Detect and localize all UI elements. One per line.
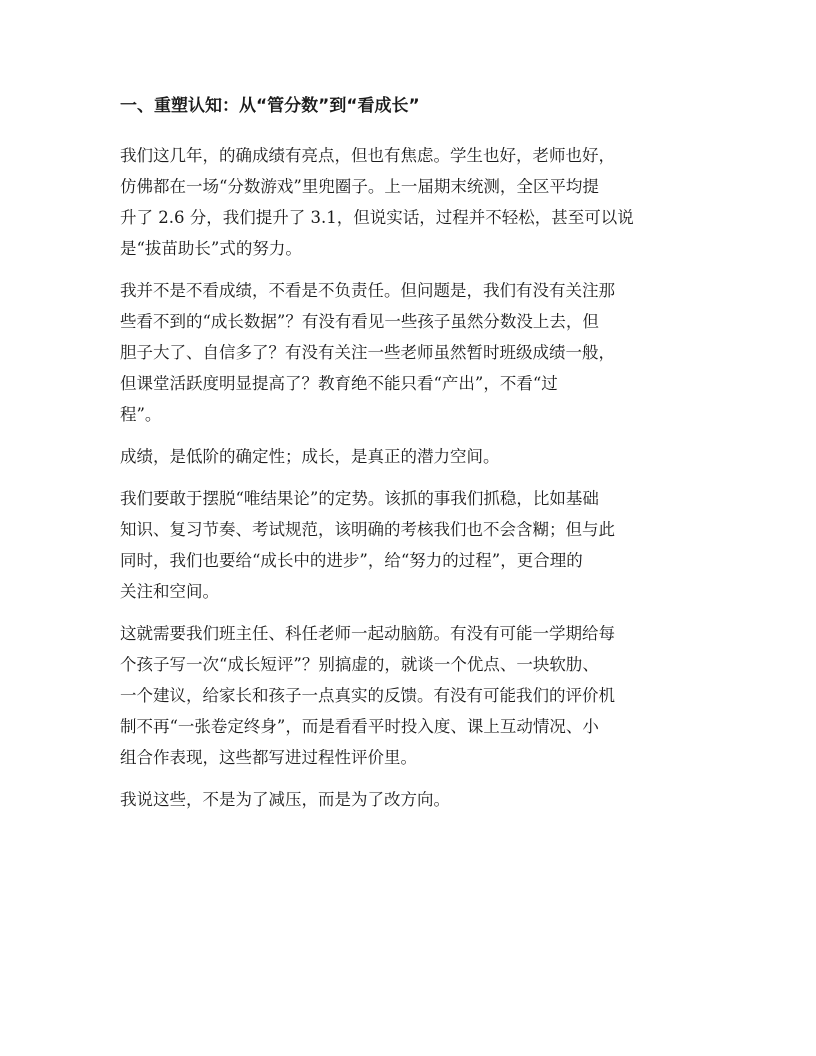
document-page <box>120 94 700 826</box>
paragraph <box>120 618 700 773</box>
paragraph-line: 知识、复习节奏、考试规范，该明确的考核我们也不会含糊；但与此 <box>120 520 615 539</box>
paragraph-line: 程”。 <box>120 405 162 424</box>
paragraph-line: 些看不到的“成长数据”？有没有看见一些孩子虽然分数没上去，但 <box>120 312 599 331</box>
paragraph-line: 制不再“一张卷定终身”，而是看看平时投入度、课上互动情况、小 <box>120 717 599 736</box>
paragraph-list <box>120 140 700 815</box>
paragraph <box>120 483 700 607</box>
paragraph-line: 是“拔苗助长”式的努力。 <box>120 239 302 258</box>
paragraph-line: 组合作表现，这些都写进过程性评价里。 <box>120 748 417 767</box>
paragraph-line: 升了 2.6 分，我们提升了 3.1，但说实话，过程并不轻松，甚至可以说 <box>120 208 634 227</box>
paragraph-line: 关注和空间。 <box>120 582 219 601</box>
paragraph-line: 我说这些，不是为了减压，而是为了改方向。 <box>120 790 450 809</box>
paragraph-line: 这就需要我们班主任、科任老师一起动脑筋。有没有可能一学期给每 <box>120 624 615 643</box>
paragraph-line: 一个建议，给家长和孩子一点真实的反馈。有没有可能我们的评价机 <box>120 686 615 705</box>
paragraph-line: 胆子大了、自信多了？有没有关注一些老师虽然暂时班级成绩一般， <box>120 343 615 362</box>
section-heading: 一、重塑认知：从“管分数”到“看成长” <box>120 96 420 116</box>
paragraph <box>120 140 700 264</box>
paragraph-line: 我并不是不看成绩，不看是不负责任。但问题是，我们有没有关注那 <box>120 281 615 300</box>
paragraph <box>120 275 700 430</box>
paragraph-line: 同时，我们也要给“成长中的进步”，给“努力的过程”，更合理的 <box>120 551 583 570</box>
paragraph-line: 仿佛都在一场“分数游戏”里兜圈子。上一届期末统测，全区平均提 <box>120 177 599 196</box>
paragraph-line: 我们这几年，的确成绩有亮点，但也有焦虑。学生也好，老师也好， <box>120 146 615 165</box>
paragraph <box>120 784 700 815</box>
paragraph-line: 个孩子写一次“成长短评”？别搞虚的，就谈一个优点、一块软肋、 <box>120 655 599 674</box>
paragraph-line: 但课堂活跃度明显提高了？教育绝不能只看“产出”，不看“过 <box>120 374 558 393</box>
paragraph <box>120 441 700 472</box>
paragraph-line: 成绩，是低阶的确定性；成长，是真正的潜力空间。 <box>120 447 500 466</box>
paragraph-line: 我们要敢于摆脱“唯结果论”的定势。该抓的事我们抓稳，比如基础 <box>120 489 599 508</box>
